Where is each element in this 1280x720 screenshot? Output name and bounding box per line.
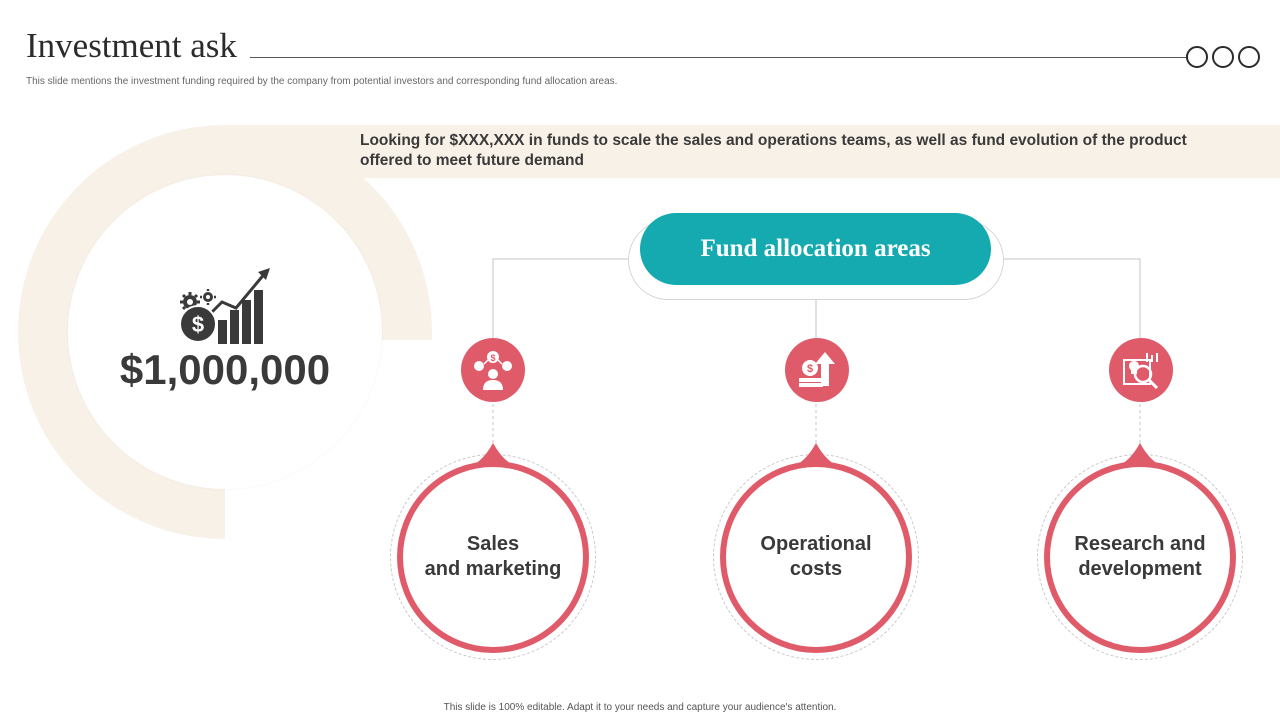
area-label-line1: Sales (466, 533, 520, 555)
funding-amount: $1,000,000 (119, 346, 331, 393)
area-label (408, 532, 578, 582)
svg-text:$: $ (806, 363, 814, 375)
footer-note: This slide is 100% editable. Adapt it to your needs and capture your audience's attention. (443, 702, 837, 713)
dot-icon (1212, 46, 1234, 68)
allocation-area-operational-costs (720, 461, 912, 653)
money-up-arrow-icon (785, 338, 849, 402)
area-label-line2: and marketing (424, 558, 562, 580)
allocation-area-sales-marketing (397, 461, 589, 653)
marketing-person-icon (461, 338, 525, 402)
dot-icon (1186, 46, 1208, 68)
svg-text:$: $ (490, 353, 496, 363)
svg-text:$: $ (191, 312, 205, 337)
area-label (1055, 532, 1225, 582)
allocation-area-research-development (1044, 461, 1236, 653)
fund-allocation-hub: Fund allocation areas (640, 213, 991, 285)
research-lightbulb-icon (1109, 338, 1173, 402)
dot-icon (1238, 46, 1260, 68)
title-divider (250, 57, 1190, 58)
area-label-line2: development (1078, 558, 1202, 580)
page-subtitle: This slide mentions the investment funding required by the company from potential investors and corresponding fund allocation areas. (26, 76, 618, 87)
decorative-dots (1186, 46, 1264, 70)
money-growth-chart-icon (178, 264, 274, 346)
area-label (731, 532, 901, 582)
banner-text: Looking for $XXX,XXX in funds to scale the sales and operations teams, as well as fund evolution of the product offered to meet future demand (360, 132, 1187, 169)
page-title: Investment ask (26, 26, 237, 65)
area-label-line2: costs (789, 558, 843, 580)
area-label-line1: Research and (1074, 533, 1206, 555)
area-label-line1: Operational (760, 533, 872, 555)
